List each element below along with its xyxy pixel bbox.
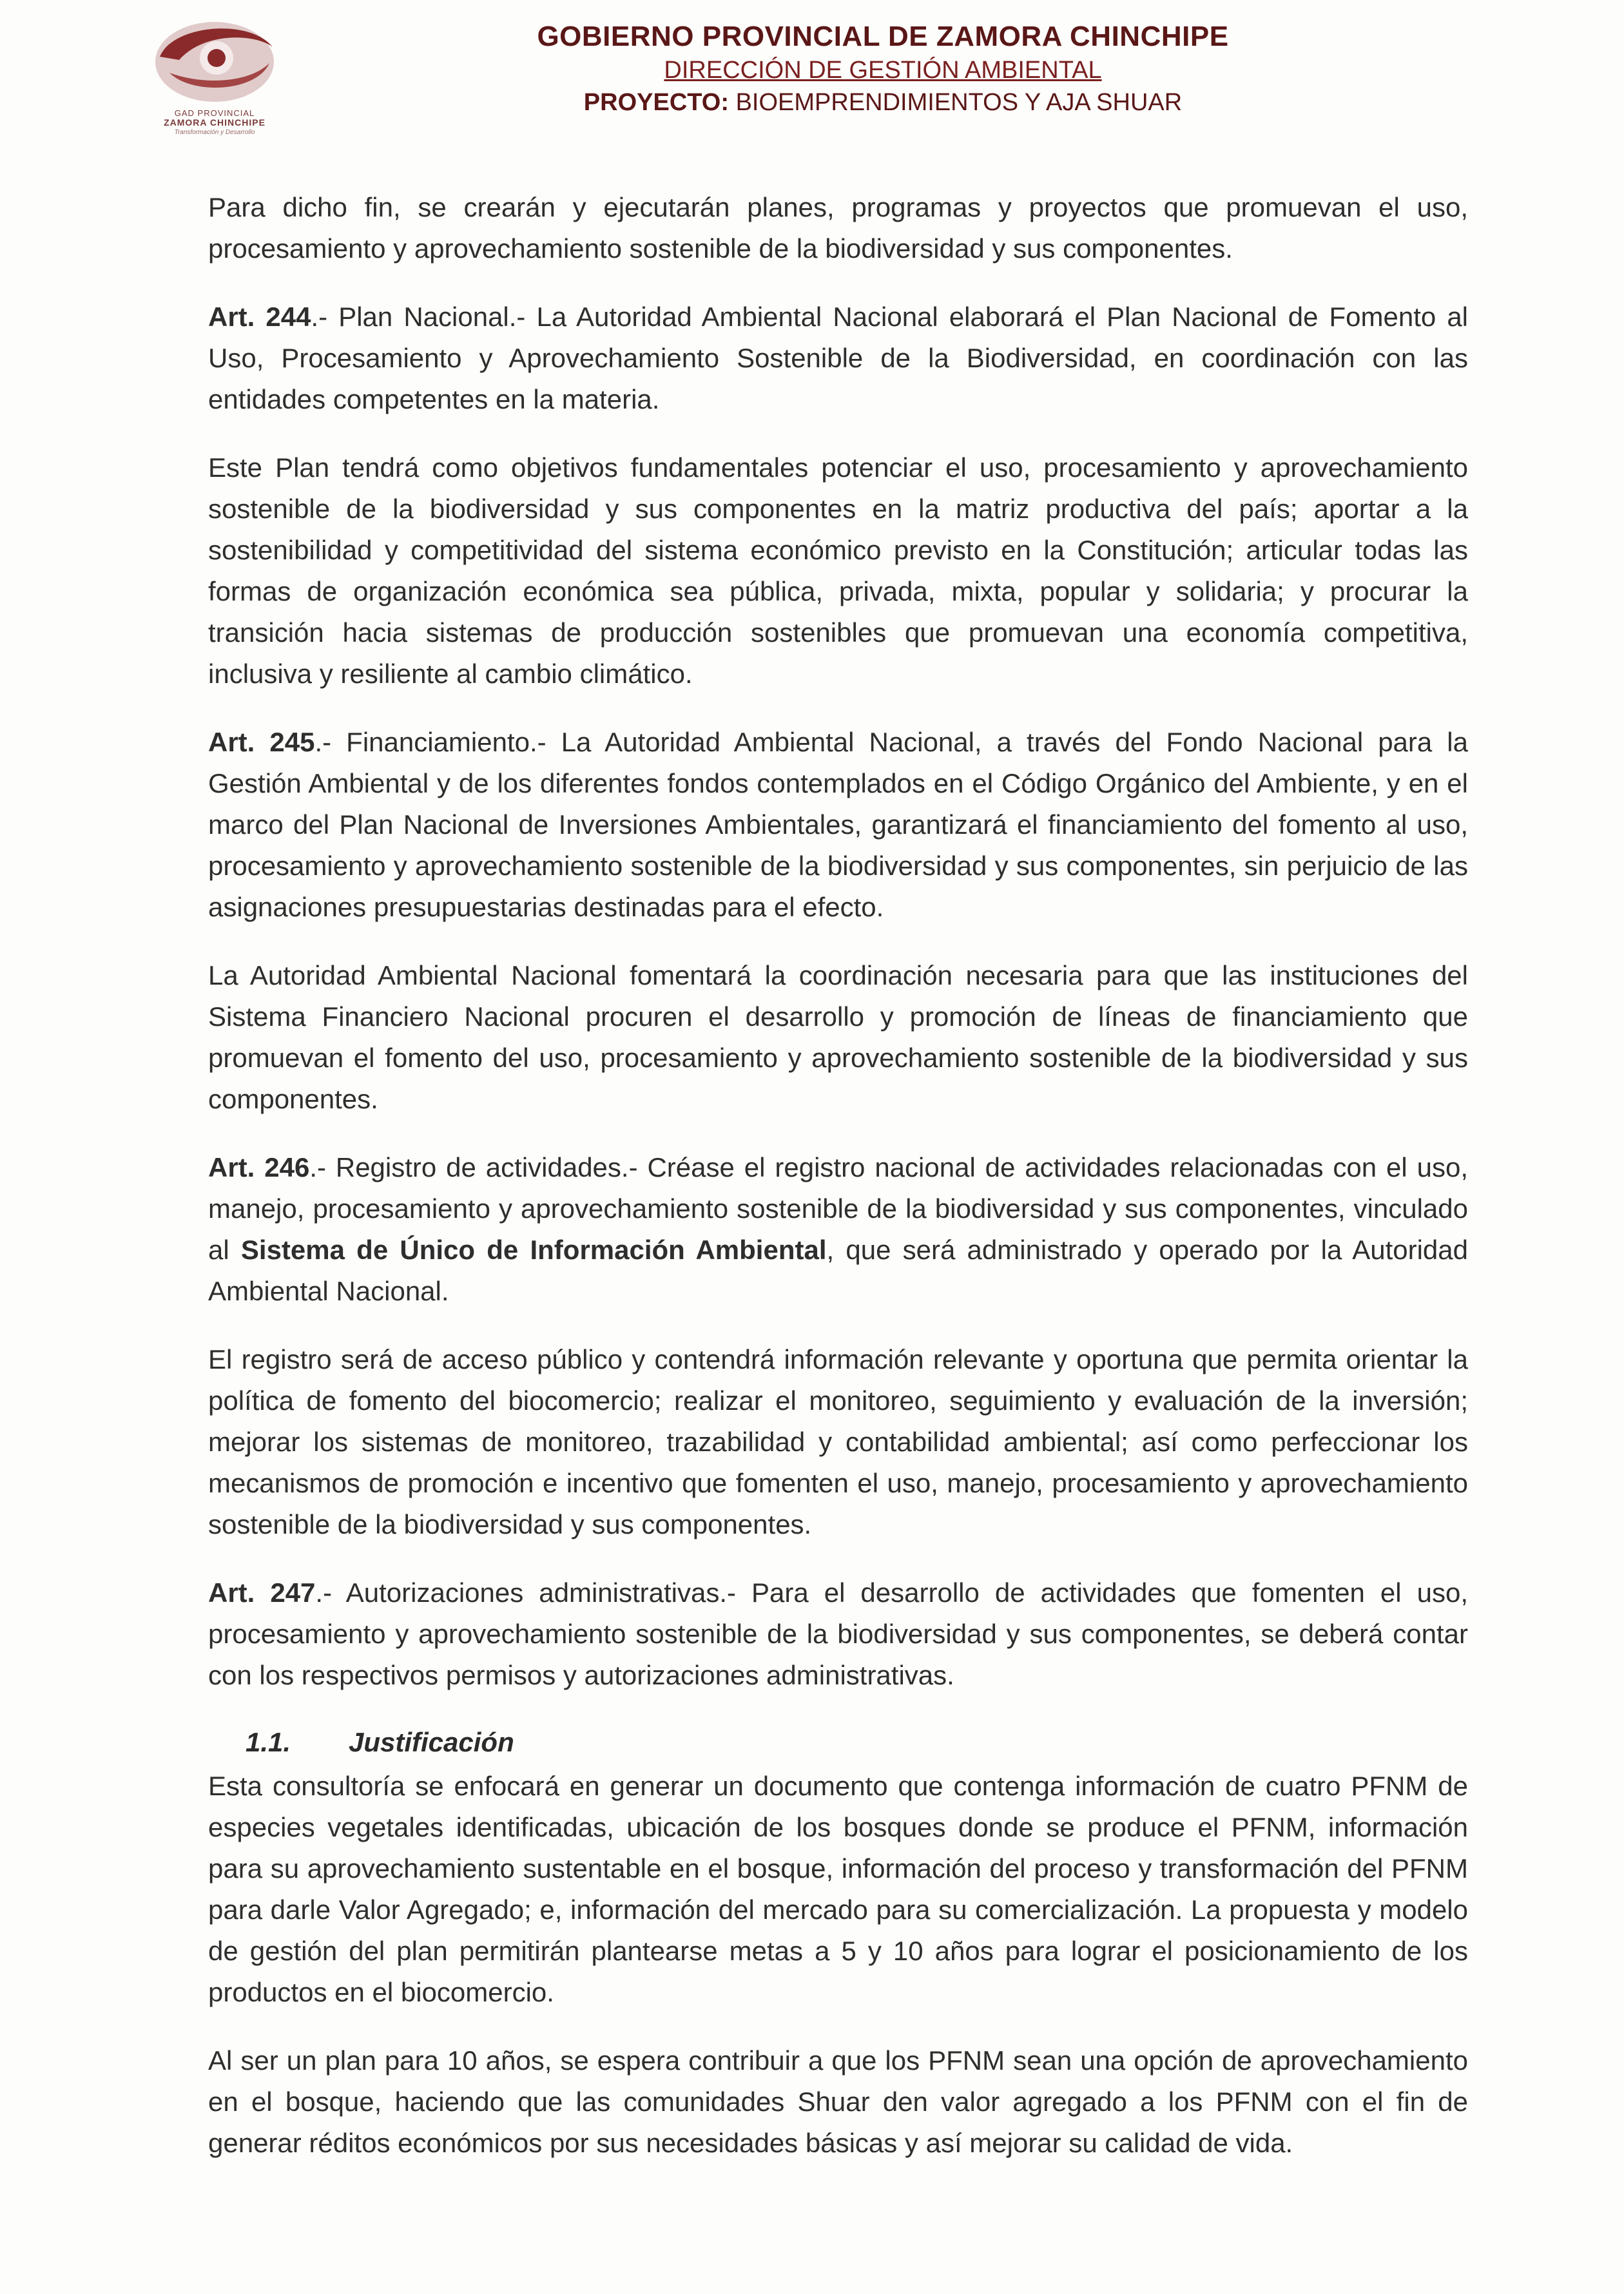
- section-title: Justificación: [349, 1727, 514, 1757]
- project-label: PROYECTO:: [583, 89, 730, 116]
- article-246-label: Art. 246: [208, 1152, 310, 1182]
- paragraph-1: Para dicho fin, se crearán y ejecutarán planes, programas y proyectos que promuevan el uso, procesamiento y aprovechamiento sostenible de la biodiversidad y sus componentes.: [208, 192, 1468, 264]
- article-245-text: .- Financiamiento.- La Autoridad Ambiental Nacional, a través del Fondo Nacional para la Gestión Ambiental y de los diferentes fondos contemplados en el Código Orgánico del Ambiente, y en el marco del Plan Nacional de Inversiones Ambientales, garantizará el financiamiento del fomento al uso, procesamiento y aprovechamiento sostenible de la biodiversidad y sus componentes, sin perjuicio de las asignaciones presupuestarias destinadas para el efecto.: [208, 727, 1468, 922]
- article-246: [208, 1147, 1468, 1312]
- logo-line-1: GAD PROVINCIAL: [174, 108, 255, 118]
- paragraph-9: Esta consultoría se enfocará en generar un documento que contenga información de cuatro PFNM de especies vegetales identificadas, ubicación de los bosques donde se produce el PFNM, información para su aprovechamiento sustentable en el bosque, información del proceso y transformación del PFNM para darle Valor Agregado; e, información del mercado para su comercialización. La propuesta y modelo de gestión del plan permitirán plantearse metas a 5 y 10 años para lograr el posicionamiento de los productos en el biocomercio.: [208, 1771, 1468, 2007]
- project-name: BIOEMPRENDIMIENTOS Y AJA SHUAR: [729, 89, 1183, 116]
- paragraph-10: Al ser un plan para 10 años, se espera contribuir a que los PFNM sean una opción de aprovechamiento en el bosque, haciendo que las comunidades Shuar den valor agregado a los PFNM con el fin de generar réditos económicos por sus necesidades básicas y así mejorar su calidad de vida.: [208, 2045, 1468, 2158]
- article-245-label: Art. 245: [208, 727, 315, 757]
- gad-logo: [121, 12, 308, 140]
- article-247-label: Art. 247: [208, 1577, 316, 1608]
- section-number: 1.1.: [246, 1727, 291, 1757]
- section-heading: [246, 1723, 1468, 1762]
- article-246-bold: Sistema de Único de Información Ambiental: [240, 1235, 827, 1265]
- article-246-text-b: , que será administrado y operado por la Autoridad Ambiental Nacional.: [208, 1235, 1468, 1306]
- header-subtitle: DIRECCIÓN DE GESTIÓN AMBIENTAL: [664, 57, 1102, 84]
- document-body: [208, 187, 1468, 2191]
- article-244-text: .- Plan Nacional.- La Autoridad Ambiental Nacional elaborará el Plan Nacional de Fomento al Uso, Procesamiento y Aprovechamiento Sostenible de la Biodiversidad, en coordinación con las entidades competentes en la materia.: [208, 302, 1469, 414]
- paragraph-3: Este Plan tendrá como objetivos fundamentales potenciar el uso, procesamiento y aprovechamiento sostenible de la biodiversidad y sus componentes en la matriz productiva del país; aportar a la sostenibilidad y competitividad del sistema económico previsto en la Constitución; articular todas las formas de organización económica sea pública, privada, mixta, popular y solidaria; y procurar la transición hacia sistemas de producción sostenibles que promuevan una economía competitiva, inclusiva y resiliente al cambio climático.: [208, 452, 1468, 689]
- article-244: [208, 296, 1468, 420]
- paragraph-7: El registro será de acceso público y contendrá información relevante y oportuna que permita orientar la política de fomento del biocomercio; realizar el monitoreo, seguimiento y evaluación de la inversión; mejorar los sistemas de monitoreo, trazabilidad y contabilidad ambiental; así como perfeccionar los mecanismos de promoción e incentivo que fomenten el uso, manejo, procesamiento y aprovechamiento sostenible de la biodiversidad y sus componentes.: [208, 1344, 1468, 1539]
- header-title: GOBIERNO PROVINCIAL DE ZAMORA CHINCHIPE: [537, 21, 1229, 52]
- article-245: [208, 722, 1468, 928]
- logo-line-3: Transformación y Desarrollo: [174, 129, 255, 136]
- page-header: [0, 0, 1624, 142]
- header-project: [451, 86, 1315, 119]
- article-246-text-a: .- Registro de actividades.- Créase el registro nacional de actividades relacionadas con el uso, manejo, procesamiento y aprovechamiento sostenible de la biodiversidad y sus componentes, vinculado al: [208, 1152, 1468, 1265]
- article-247-text: .- Autorizaciones administrativas.- Para el desarrollo de actividades que fomenten el uso, procesamiento y aprovechamiento sostenible de la biodiversidad y sus componentes, se deberá contar con los respectivos permisos y autorizaciones administrativas.: [208, 1577, 1468, 1690]
- article-244-label: Art. 244: [208, 302, 311, 332]
- article-247: [208, 1572, 1468, 1696]
- logo-swoosh-icon: [134, 12, 295, 108]
- paragraph-5: La Autoridad Ambiental Nacional fomentará la coordinación necesaria para que las instituciones del Sistema Financiero Nacional procuren el desarrollo y promoción de líneas de financiamiento que promuevan el fomento del uso, procesamiento y aprovechamiento sostenible de la biodiversidad y sus componentes.: [208, 960, 1468, 1114]
- logo-line-2: ZAMORA CHINCHIPE: [164, 117, 266, 128]
